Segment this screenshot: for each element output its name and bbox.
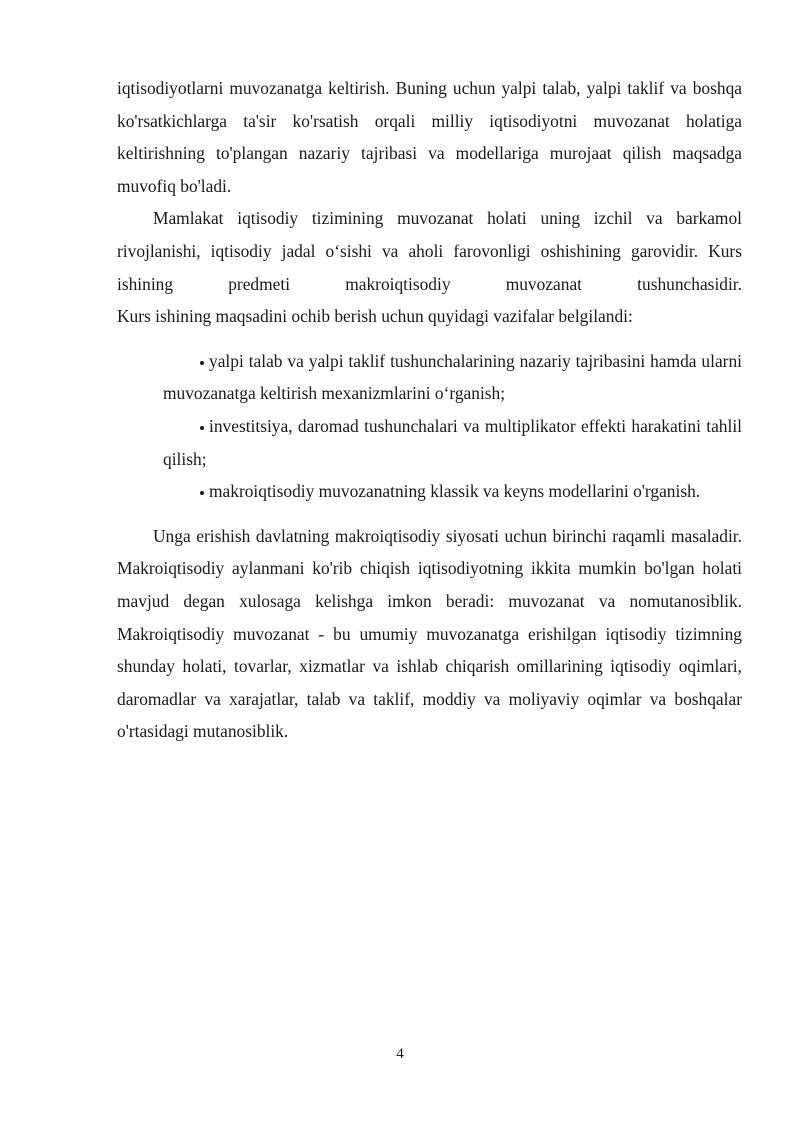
page-number: 4 <box>396 1046 404 1062</box>
list-item-text: makroiqtisodiy muvozanatning klassik va keyns modellarini o'rganish. <box>209 481 701 502</box>
bullet-icon <box>200 361 204 365</box>
list-item-text: investitsiya, daromad tushunchalari va multiplikator effekti harakatini tahlil qilish; <box>163 415 742 469</box>
list-item <box>117 345 742 410</box>
bullet-icon <box>200 491 204 495</box>
list-item-text: yalpi talab va yalpi taklif tushunchalarining nazariy tajribasini hamda ularni muvozanatga keltirish mexanizmlarini o‘rganish; <box>163 350 742 404</box>
task-list <box>117 345 742 508</box>
paragraph-2-part-b: Kurs ishining maqsadini ochib berish uchun quyidagi vazifalar belgilandi: <box>117 306 633 327</box>
document-body <box>117 72 742 748</box>
bullet-icon <box>200 426 204 430</box>
paragraph-2-part-a: Mamlakat iqtisodiy tizimining muvozanat holati uning izchil va barkamol rivojlanishi, iqtisodiy jadal o‘sishi va aholi farovonligi oshishining garovidir. Kurs ishining predmeti makroiqtisodiy muvozanat tushunchasidir. <box>117 208 742 294</box>
paragraph-1: iqtisodiyotlarni muvozanatga keltirish. Buning uchun yalpi talab, yalpi taklif va boshqa ko'rsatkichlarga ta'sir ko'rsatish orqali milliy iqtisodiyotni muvozanat holatiga keltirishning to'plangan nazariy tajribasi va modellariga murojaat qilish maqsadga muvofiq bo'ladi. <box>117 78 742 196</box>
paragraph-3: Unga erishish davlatning makroiqtisodiy siyosati uchun birinchi raqamli masaladir. Makroiqtisodiy aylanmani ko'rib chiqish iqtisodiyotning ikkita mumkin bo'lgan holati mavjud degan xulosaga kelishga imkon beradi: muvozanat va nomutanosiblik. Makroiqtisodiy muvozanat - bu umumiy muvozanatga erishilgan iqtisodiy tizimning shunday holati, tovarlar, xizmatlar va ishlab chiqarish omillarining iqtisodiy oqimlari, daromadlar va xarajatlar, talab va taklif, moddiy va moliyaviy oqimlar va boshqalar o'rtasidagi mutanosiblik. <box>117 525 742 742</box>
list-item <box>117 475 742 508</box>
list-item <box>117 410 742 475</box>
